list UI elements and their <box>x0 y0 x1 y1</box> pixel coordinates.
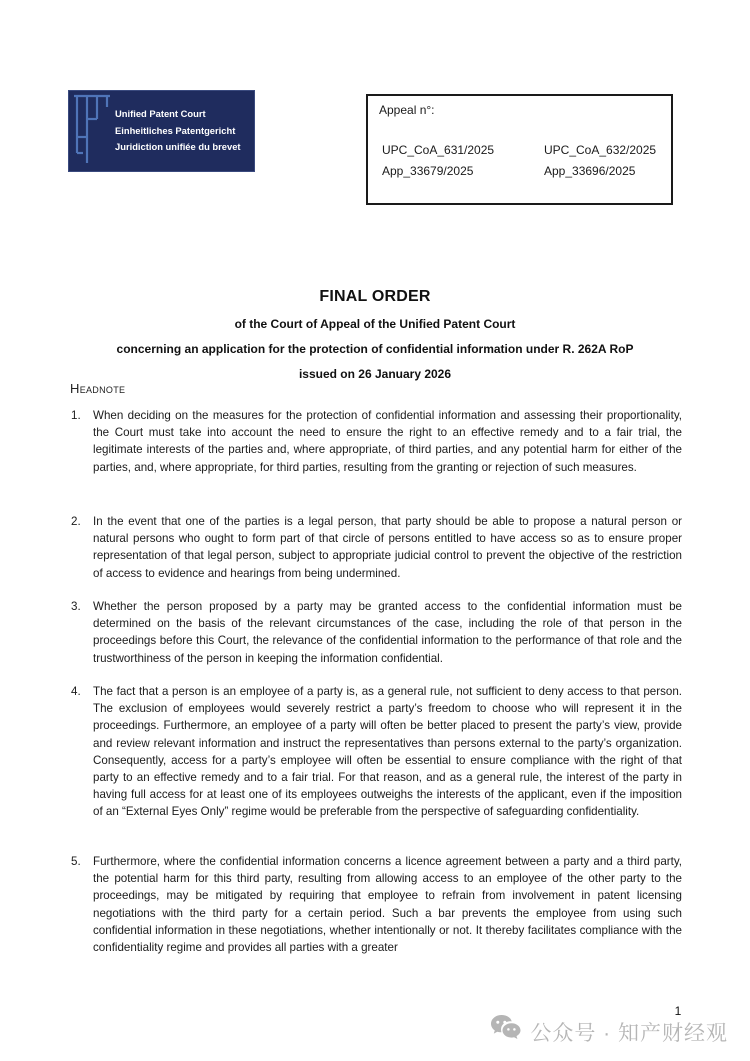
headnote-item-3-number: 3. <box>71 600 81 613</box>
headnote-item-4-number: 4. <box>71 685 81 698</box>
headnote-item-4-text: The fact that a person is an employee of a party is, as a general rule, not sufficient to deny access to that person. The exclusion of employees would severely restrict a party’s freedom to choose who will represent it in the proceedings. Furthermore, an employee of a party will often be better placed to present the party’s view, provide and review relevant information and instruct the representatives than persons external to the party’s organization. Consequently, access for a party’s employee will often be essential to ensure compliance with the right of that party to an effective remedy and to a fair trial. For that reason, and as a general rule, the interest of the party in having full access for at least one of its employees outweighs the interests of the applicant, even if the imposition of an “External Eyes Only” regime would be preferable from the perspective of safeguarding confidentiality. <box>93 685 682 819</box>
headnote-item-5-text: Furthermore, where the confidential information concerns a licence agreement between a party and a third party, the potential harm for this third party, resulting from allowing access to an employee of the other party to the proceedings, may be mitigated by requiring that employee to refrain from involvement in patent licensing negotiations with the third party for a certain period. Such a bar prevents the employee from using such confidential information in these negotiations, whether intentionally or not. It thereby facilitates compliance with the confidentiality regime and provides all parties with a greater <box>93 855 682 955</box>
title-subtitle-date: issued on 26 January 2026 <box>298 367 452 381</box>
upc-logo-line-de: Einheitliches Patentgericht <box>115 124 236 136</box>
wechat-icon <box>490 1014 523 1049</box>
appeal-case-2-appeal-no: UPC_CoA_632/2025 <box>544 143 657 157</box>
upc-logo <box>68 90 255 172</box>
headnote-item-4 <box>70 683 682 821</box>
title-subtitle-subject: concerning an application for the protection of confidential information under R. 262A RoP <box>116 342 634 356</box>
appeal-case-1-app-no: App_33679/2025 <box>382 164 474 178</box>
appeal-case-2 <box>544 140 656 182</box>
title-block <box>0 286 750 387</box>
upc-logo-line-fr: Juridiction unifiée du brevet <box>115 141 241 152</box>
headnote-item-5-number: 5. <box>71 855 81 868</box>
appeal-label: Appeal n°: <box>379 103 435 117</box>
page-number: 1 <box>674 1004 682 1018</box>
watermark <box>490 1014 728 1049</box>
document-title: FINAL ORDER <box>319 288 431 305</box>
title-subtitle-court: of the Court of Appeal of the Unified Patent Court <box>234 317 516 331</box>
appeal-number-box <box>366 94 673 205</box>
headnote-item-2-number: 2. <box>71 515 81 528</box>
appeal-case-1-appeal-no: UPC_CoA_631/2025 <box>382 143 495 157</box>
headnote-item-5 <box>70 853 682 956</box>
headnote-item-1 <box>70 407 682 476</box>
headnote-item-2-text: In the event that one of the parties is a legal person, that party should be able to propose a natural person or natural persons who ought to form part of that circle of persons entitled to have access so as to ensure proper representation of that legal person, subject to appropriate judicial control to prevent the objective of the restriction of access to evidence and hearings from being undermined. <box>93 515 682 580</box>
headnote-item-2 <box>70 513 682 582</box>
watermark-text: 公众号 · 知产财经观 <box>530 1021 728 1045</box>
upc-logo-text <box>115 106 241 156</box>
headnote-item-3 <box>70 598 682 667</box>
headnote-item-1-text: When deciding on the measures for the protection of confidential information and assessing their proportionality, the Court must take into account the need to ensure the right to an effective remedy and to a fair trial, the legitimate interests of the parties and, where appropriate, of third parties, and any potential harm for either of the parties, and, where appropriate, for third parties, resulting from the granting or rejection of such measures. <box>93 409 682 474</box>
headnote-item-1-number: 1. <box>71 409 81 422</box>
upc-logo-line-en: Unified Patent Court <box>115 108 206 119</box>
upc-grid-icon <box>72 93 116 171</box>
headnote-item-3-text: Whether the person proposed by a party may be granted access to the confidential information must be determined on the basis of the relevant circumstances of the case, including the role of that person in the proceedings before this Court, the relevance of the confidential information to the performance of that role and the trustworthiness of the person in keeping the information confidential. <box>93 600 682 665</box>
headnote-heading: Headnote <box>70 381 126 396</box>
appeal-case-1 <box>382 140 494 182</box>
appeal-case-2-app-no: App_33696/2025 <box>544 164 636 178</box>
